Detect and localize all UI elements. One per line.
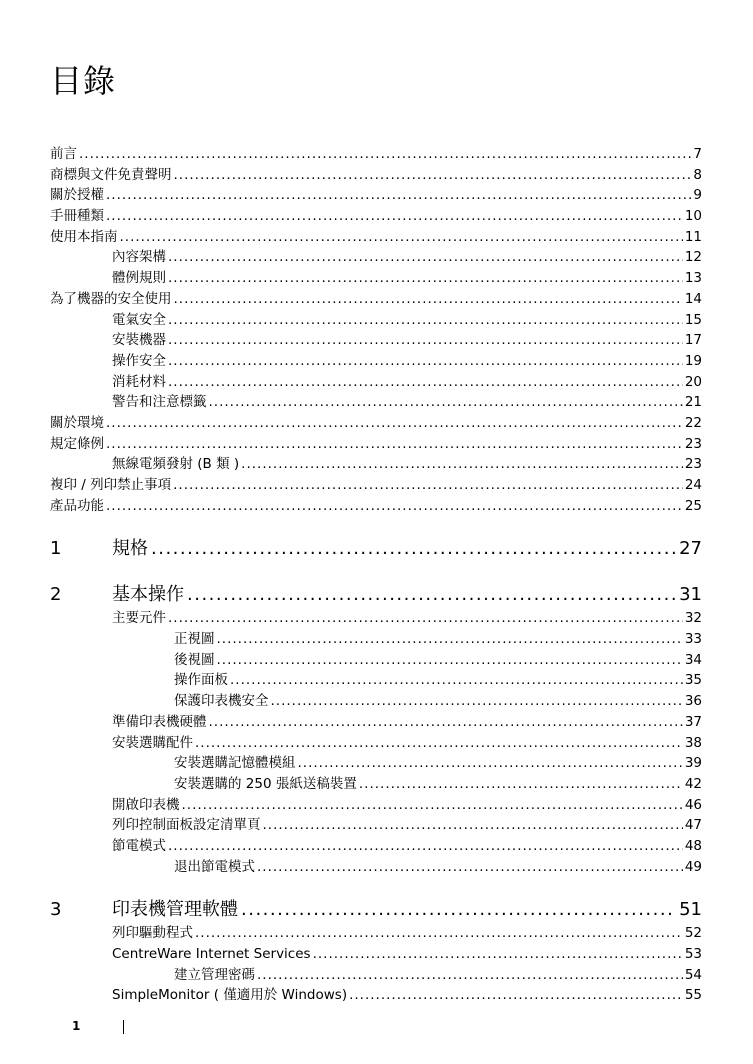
dot-leader [79,144,691,165]
dot-leader [151,536,676,562]
toc-entry[interactable] [50,372,702,393]
dot-leader [173,475,683,496]
toc-entry-label: 複印 / 列印禁止事項 [50,477,172,493]
dot-leader [174,165,692,186]
toc-entry[interactable] [50,351,702,372]
table-of-contents [50,144,702,1006]
chapter-number: 1 [50,538,62,560]
toc-entry-label: 安裝選購記憶體模組 [174,755,296,772]
toc-entry[interactable] [50,144,702,165]
toc-entry-label: 體例規則 [112,270,166,287]
toc-entry[interactable] [50,629,702,650]
toc-entry-label: 安裝選購配件 [112,734,193,751]
chapter-heading[interactable] [50,897,702,923]
toc-entry-page: 21 [684,394,702,411]
toc-entry-page: 42 [684,775,702,792]
toc-entry-label: 安裝選購的 250 張紙送稿裝置 [174,775,357,792]
chapter-heading[interactable] [50,536,702,562]
dot-leader [168,608,683,629]
toc-entry-label: 為了機器的安全使用 [50,290,172,307]
toc-entry-label: 商標與文件免責聲明 [50,166,172,183]
toc-entry-page: 32 [684,610,702,627]
dot-leader [106,496,683,517]
dot-leader [168,310,683,331]
toc-entry-label: 關於環境 [50,414,104,431]
footer-divider [123,1020,124,1034]
toc-entry-label: 手冊種類 [50,208,104,225]
toc-entry[interactable] [50,712,702,733]
toc-entry-page: 24 [684,477,702,493]
toc-entry-label: CentreWare Internet Services [112,946,311,962]
toc-entry[interactable] [50,413,702,434]
toc-entry-label: 保護印表機安全 [174,693,269,710]
toc-entry-page: 12 [684,249,702,266]
chapter-page: 27 [679,538,702,560]
toc-entry[interactable] [50,227,702,248]
page-title: 目錄 [50,62,117,100]
toc-entry[interactable] [50,496,702,517]
chapter-number: 3 [50,899,62,921]
toc-entry-page: 37 [684,713,702,730]
toc-entry-page: 55 [684,987,702,1004]
dot-leader [168,351,683,372]
toc-entry-label: 前言 [50,146,77,162]
dot-leader [230,670,683,691]
toc-entry-label: SimpleMonitor ( 僅適用於 Windows) [112,987,348,1004]
toc-entry-page: 20 [684,373,702,390]
toc-entry-page: 7 [693,146,702,162]
toc-entry-label: 列印驅動程式 [112,925,193,942]
chapter-title: 規格 [112,538,148,560]
dot-leader [298,753,683,774]
dot-leader [106,434,683,455]
dot-leader [106,413,683,434]
toc-entry[interactable] [50,434,702,455]
toc-entry-page: 23 [684,435,702,452]
toc-entry-page: 53 [684,946,702,962]
toc-entry-page: 36 [684,693,702,710]
dot-leader [263,815,683,836]
toc-entry[interactable] [50,691,702,712]
dot-leader [168,247,683,268]
dot-leader [168,268,683,289]
dot-leader [217,629,683,650]
dot-leader [187,582,676,608]
dot-leader [313,944,683,965]
toc-entry[interactable] [50,923,702,944]
chapter-page: 51 [679,899,702,921]
toc-entry[interactable] [50,836,702,857]
chapter-number: 2 [50,584,62,606]
toc-entry-label: 正視圖 [174,631,215,648]
toc-entry-label: 內容架構 [112,249,166,266]
dot-leader [217,650,683,671]
toc-entry-page: 34 [684,651,702,668]
dot-leader [209,392,683,413]
toc-entry-page: 8 [693,166,702,183]
toc-entry-label: 關於授權 [50,187,104,204]
toc-entry[interactable] [50,608,702,629]
toc-entry-page: 46 [684,796,702,813]
chapter-title: 印表機管理軟體 [112,899,238,921]
toc-entry[interactable] [50,857,702,878]
toc-entry[interactable] [50,753,702,774]
dot-leader [257,965,683,986]
toc-entry-label: 使用本指南 [50,228,118,245]
toc-entry-page: 9 [693,187,702,204]
toc-entry[interactable] [50,310,702,331]
dot-leader [168,330,683,351]
toc-entry-page: 35 [684,672,702,689]
dot-leader [106,206,683,227]
dot-leader [182,795,683,816]
toc-entry[interactable] [50,985,702,1006]
toc-entry-label: 節電模式 [112,837,166,854]
toc-entry-label: 無線電頻發射 (B 類 ) [112,456,240,473]
dot-leader [257,857,683,878]
dot-leader [168,836,683,857]
toc-entry-page: 10 [684,208,702,225]
toc-entry-page: 23 [684,456,702,473]
dot-leader [241,454,683,475]
page-number: 1 [72,1019,81,1033]
toc-entry-page: 22 [684,414,702,431]
toc-entry-page: 14 [684,290,702,307]
toc-entry[interactable] [50,289,702,310]
dot-leader [120,227,683,248]
toc-entry-page: 15 [684,311,702,328]
toc-entry-label: 規定條例 [50,435,104,452]
dot-leader [359,774,683,795]
toc-entry-label: 準備印表機硬體 [112,713,207,730]
toc-entry[interactable] [50,475,702,496]
toc-entry-page: 47 [684,817,702,834]
toc-entry-page: 48 [684,837,702,854]
toc-entry-page: 19 [684,352,702,369]
toc-entry-page: 13 [684,270,702,287]
toc-entry-label: 警告和注意標籤 [112,394,207,411]
dot-leader [168,372,683,393]
toc-entry-label: 操作安全 [112,352,166,369]
chapter-title: 基本操作 [112,584,184,606]
toc-entry-page: 17 [684,332,702,349]
toc-entry-page: 11 [684,228,702,245]
dot-leader [106,185,691,206]
toc-entry-label: 安裝機器 [112,332,166,349]
toc-entry-page: 39 [684,755,702,772]
dot-leader [349,985,683,1006]
toc-entry[interactable] [50,965,702,986]
toc-entry-label: 操作面板 [174,672,228,689]
toc-entry-label: 主要元件 [112,610,166,627]
toc-entry[interactable] [50,650,702,671]
dot-leader [195,733,683,754]
toc-entry-page: 54 [684,966,702,983]
toc-entry-label: 開啟印表機 [112,796,180,813]
toc-entry-label: 建立管理密碼 [174,966,255,983]
toc-entry[interactable] [50,165,702,186]
dot-leader [241,897,676,923]
toc-entry-page: 49 [684,858,702,875]
toc-entry-label: 列印控制面板設定清單頁 [112,817,261,834]
toc-entry[interactable] [50,185,702,206]
dot-leader [174,289,683,310]
dot-leader [209,712,683,733]
toc-entry-page: 52 [684,925,702,942]
chapter-page: 31 [679,584,702,606]
chapter-heading[interactable] [50,582,702,608]
toc-entry[interactable] [50,454,702,475]
toc-entry[interactable] [50,247,702,268]
toc-entry-label: 電氣安全 [112,311,166,328]
dot-leader [271,691,683,712]
toc-entry[interactable] [50,330,702,351]
toc-entry[interactable] [50,815,702,836]
toc-entry-page: 38 [684,734,702,751]
toc-entry-label: 產品功能 [50,497,104,514]
toc-entry[interactable] [50,795,702,816]
toc-entry-page: 33 [684,631,702,648]
toc-entry[interactable] [50,774,702,795]
toc-entry[interactable] [50,670,702,691]
toc-entry[interactable] [50,733,702,754]
toc-entry[interactable] [50,268,702,289]
toc-entry-label: 消耗材料 [112,373,166,390]
toc-entry[interactable] [50,944,702,965]
dot-leader [195,923,683,944]
toc-entry[interactable] [50,206,702,227]
toc-entry-label: 退出節電模式 [174,858,255,875]
toc-entry[interactable] [50,392,702,413]
toc-entry-label: 後視圖 [174,651,215,668]
toc-entry-page: 25 [684,497,702,514]
